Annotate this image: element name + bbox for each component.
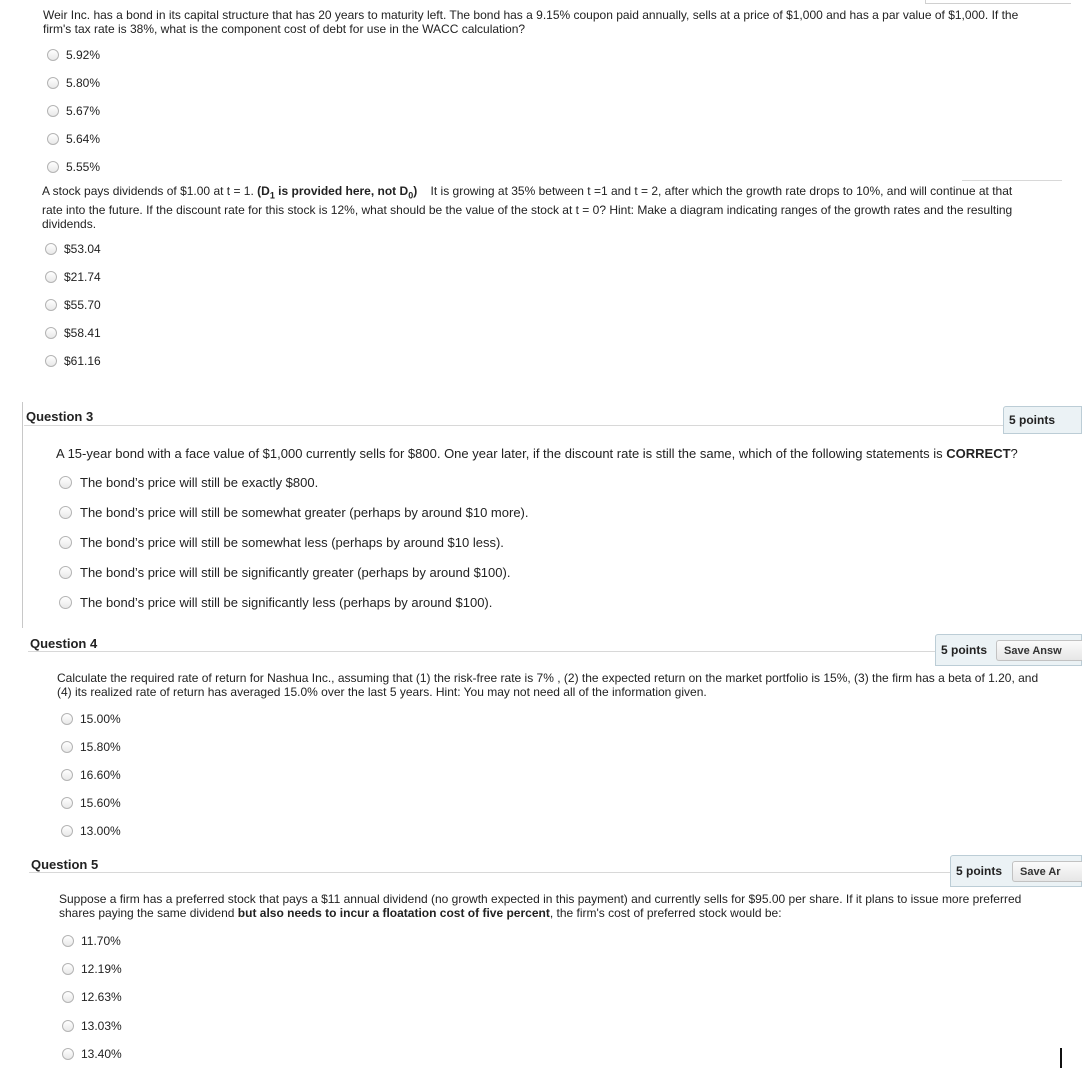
radio-button[interactable] [45, 243, 57, 255]
question-1-text: Weir Inc. has a bond in its capital structure that has 20 years to maturity left. The bond has a 9.15% coupon paid annually, sells at a price of $1,000 and has a par value of $1,000. If the firm's tax rate is 38%, what is the component cost of debt for use in the WACC calculation? [43, 8, 1019, 36]
q4-save-answer-button[interactable]: Save Answ [996, 640, 1082, 661]
radio-button[interactable] [45, 355, 57, 367]
q4-option-2[interactable]: 15.80% [61, 739, 121, 755]
question-2-text: A stock pays dividends of $1.00 at t = 1. ($D_1$ is provided here, not $D_0$) It is growing at 35% between t =1 and t = 2, after which the growth rate drops to 10%, and will continue at that rate into the future. If the discount rate for this stock is 12%, what should be the value of the stock at t = 0? Hint: Make a diagram indicating ranges of the growth rates and the resulting dividends. [42, 184, 1013, 232]
q4-points-badge: 5 points [935, 634, 1082, 666]
question-4-title: Question 4 [30, 636, 98, 651]
radio-button[interactable] [61, 769, 73, 781]
q4-header-rule [28, 651, 936, 652]
q5-points-badge: 5 points [950, 855, 1082, 887]
q3-option-4[interactable]: The bond’s price will still be significantly greater (perhaps by around $100). [59, 564, 510, 580]
radio-button[interactable] [62, 1020, 74, 1032]
q3-option-3[interactable]: The bond’s price will still be somewhat less (perhaps by around $10 less). [59, 534, 504, 550]
q2-top-edge [962, 180, 1062, 181]
radio-button[interactable] [62, 935, 74, 947]
q5-save-answer-button[interactable]: Save Ar [1012, 861, 1082, 882]
q2-option-3[interactable]: $55.70 [45, 297, 101, 313]
radio-button[interactable] [47, 77, 59, 89]
radio-button[interactable] [59, 596, 72, 609]
q2-option-2[interactable]: $21.74 [45, 269, 101, 285]
q3-header-rule [24, 425, 1004, 426]
q4-option-3[interactable]: 16.60% [61, 767, 121, 783]
q4-option-5[interactable]: 13.00% [61, 823, 121, 839]
q5-option-2[interactable]: 12.19% [62, 961, 122, 977]
radio-button[interactable] [62, 1048, 74, 1060]
q3-points-badge: 5 points [1003, 406, 1082, 434]
q3-left-border [22, 402, 23, 628]
radio-button[interactable] [59, 476, 72, 489]
question-4-text: Calculate the required rate of return for Nashua Inc., assuming that (1) the risk-free rate is 7% , (2) the expected return on the market portfolio is 15%, (3) the firm has a beta of 1.20, and (4) its realized rate of return has averaged 15.0% over the last 5 years. Hint: You may not need all of the information given. [57, 671, 1039, 699]
q3-option-1[interactable]: The bond’s price will still be exactly $800. [59, 474, 318, 490]
radio-button[interactable] [61, 825, 73, 837]
radio-button[interactable] [47, 105, 59, 117]
radio-button[interactable] [59, 566, 72, 579]
q5-option-3[interactable]: 12.63% [62, 989, 122, 1005]
q3-option-2[interactable]: The bond’s price will still be somewhat greater (perhaps by around $10 more). [59, 504, 529, 520]
q2-option-4[interactable]: $58.41 [45, 325, 101, 341]
q4-option-1[interactable]: 15.00% [61, 711, 121, 727]
question-5-title: Question 5 [31, 857, 99, 872]
q1-option-4[interactable]: 5.64% [47, 131, 100, 147]
radio-button[interactable] [59, 506, 72, 519]
radio-button[interactable] [45, 299, 57, 311]
q5-option-5[interactable]: 13.40% [62, 1046, 122, 1062]
radio-button[interactable] [59, 536, 72, 549]
q1-option-3[interactable]: 5.67% [47, 103, 100, 119]
question-3-title: Question 3 [26, 409, 94, 424]
radio-button[interactable] [45, 271, 57, 283]
q5-header-rule [29, 872, 951, 873]
q1-option-5[interactable]: 5.55% [47, 159, 100, 175]
q3-option-5[interactable]: The bond’s price will still be significantly less (perhaps by around $100). [59, 594, 492, 610]
radio-button[interactable] [61, 713, 73, 725]
q2-option-5[interactable]: $61.16 [45, 353, 101, 369]
q1-option-2[interactable]: 5.80% [47, 75, 100, 91]
radio-button[interactable] [47, 49, 59, 61]
q4-option-4[interactable]: 15.60% [61, 795, 121, 811]
top-edge-decoration [925, 0, 1071, 4]
q5-option-1[interactable]: 11.70% [62, 933, 121, 949]
q1-option-1[interactable]: 5.92% [47, 47, 100, 63]
radio-button[interactable] [62, 963, 74, 975]
q2-option-1[interactable]: $53.04 [45, 241, 101, 257]
radio-button[interactable] [47, 161, 59, 173]
radio-button[interactable] [61, 741, 73, 753]
radio-button[interactable] [62, 991, 74, 1003]
radio-button[interactable] [47, 133, 59, 145]
text-cursor [1060, 1048, 1062, 1068]
question-5-text: Suppose a firm has a preferred stock that pays a $11 annual dividend (no growth expected in this payment) and currently sells for $95.00 per share. If it plans to issue more preferred shares paying the same dividend but also needs to incur a floatation cost of five percent, the firm's cost of preferred stock would be: [59, 892, 1022, 920]
radio-button[interactable] [61, 797, 73, 809]
radio-button[interactable] [45, 327, 57, 339]
question-3-text: A 15-year bond with a face value of $1,000 currently sells for $800. One year later, if the discount rate is still the same, which of the following statements is CORRECT? [56, 446, 1018, 461]
q5-option-4[interactable]: 13.03% [62, 1018, 122, 1034]
